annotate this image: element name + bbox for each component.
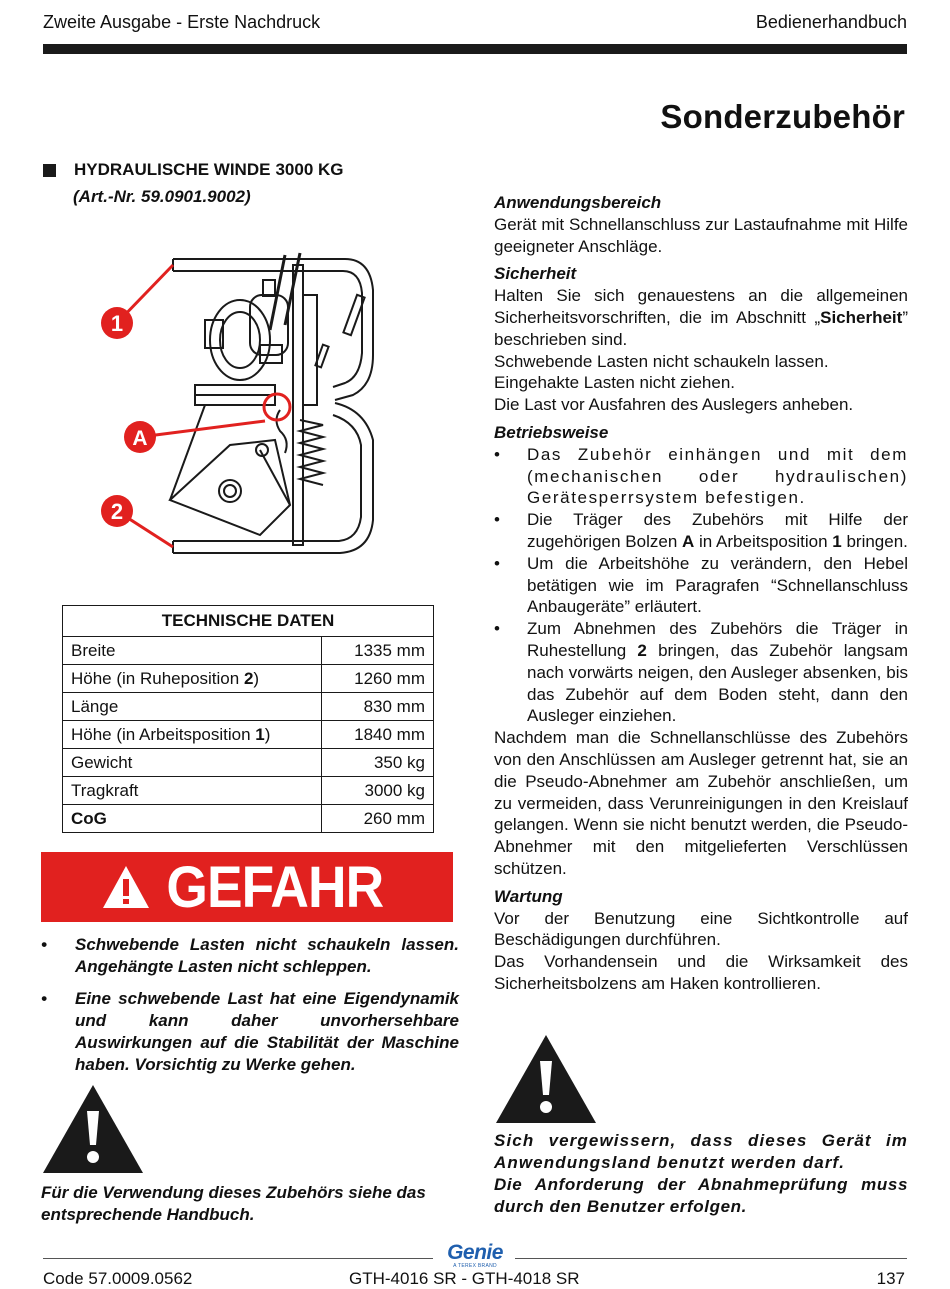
heading-maintenance: Wartung [494, 886, 563, 906]
spec-label-bold: 2 [243, 668, 254, 688]
table-row [63, 693, 434, 721]
callout-a-label: A [132, 427, 148, 450]
right-column [494, 192, 908, 995]
footer-page-number: 137 [876, 1269, 905, 1288]
spec-label [63, 637, 322, 665]
list-item [41, 988, 459, 1076]
list-item [41, 934, 459, 978]
safety-text: Halten Sie sich genauestens an die allgemeinen Sicherheitsvorschriften, die im Abschnitt „ [494, 286, 908, 327]
logo-text: Genie [447, 1241, 503, 1264]
list-item [494, 509, 908, 553]
spec-label [63, 777, 322, 805]
spec-label-pre: Höhe (in Arbeitsposition [71, 724, 256, 744]
spec-label [63, 665, 322, 693]
step-4-text-end: bringen, das Zubehör langsam nach vorwärts neigen, den Ausleger absenken, bis das Zubehör auf dem Boden steht, dann den Ausleger einziehen. [527, 640, 909, 726]
list-item [494, 618, 908, 727]
paragraph-maintenance-1: Vor der Benutzung eine Sichtkontrolle auf Beschädigungen durchführen. [494, 908, 908, 950]
section-title-text: HYDRAULISCHE WINDE [74, 160, 271, 179]
header-rule [43, 44, 907, 54]
safety-bold: Sicherheit [820, 307, 903, 327]
step-4-bold: 2 [637, 640, 647, 660]
step-4-text: Zum Abnehmen des Zubehörs die Träger in Ruhestellung [527, 619, 908, 660]
bullet: • [494, 510, 500, 530]
heading-safety: Sicherheit [494, 264, 577, 284]
note-right-2: Die Anforderung der Abnahmeprüfung muss durch den Benutzer erfolgen. [494, 1175, 908, 1216]
header-edition: Zweite Ausgabe - Erste Nachdruck [43, 12, 321, 32]
square-bullet-icon [43, 164, 56, 177]
warning-triangle-icon [494, 1033, 598, 1125]
paragraph-safety-2: Schwebende Lasten nicht schaukeln lassen. [494, 351, 829, 371]
warning-triangle-icon [101, 864, 151, 910]
spec-value: 260 mm [322, 805, 434, 833]
winch-figure [95, 235, 395, 565]
frame-outline [170, 253, 373, 553]
list-item [494, 553, 908, 618]
footer-models: GTH-4016 SR - GTH-4018 SR [349, 1269, 580, 1288]
paragraph-maintenance-2: Das Vorhandensein und die Wirksamkeit des Sicherheitsbolzens am Haken kontrollieren. [494, 952, 908, 993]
spec-label-pre: Höhe (in Ruheposition [71, 668, 244, 688]
section-title [43, 160, 344, 180]
spec-value: 830 mm [322, 693, 434, 721]
step-2-text-end: bringen. [841, 531, 908, 551]
note-left: Für die Verwendung dieses Zubehörs siehe das entsprechende Handbuch. [41, 1183, 426, 1224]
table-row [63, 805, 434, 833]
spec-value: 1260 mm [322, 665, 434, 693]
bullet: • [494, 553, 500, 573]
spec-label [63, 805, 322, 833]
footer-rule-left [43, 1258, 433, 1259]
spec-value: 3000 kg [322, 777, 434, 805]
step-2-text: Die Träger des Zubehörs mit Hilfe der zugehörigen Bolzen [527, 510, 908, 551]
paragraph-usage: Gerät mit Schnellanschluss zur Lastaufnahme mit Hilfe geeigneter Anschläge. [494, 214, 908, 256]
step-2-bold-a: A [682, 531, 695, 551]
spec-label-pre: Gewicht [71, 752, 133, 772]
bullet: • [41, 935, 47, 954]
spec-label-pre: Breite [71, 640, 116, 660]
technical-data-table [62, 605, 434, 833]
table-row [63, 749, 434, 777]
paragraph-after: Nachdem man die Schnellanschlüsse des Zubehörs von den Anschlüssen am Ausleger getrennt hat, sie an die Pseudo-Abnehmer am Zubehör anschließen, um zu vermeiden, dass Verunreinigungen in den Kreislauf gelangen. Wenn sie nicht benutzt werden, die Pseudo-Abnehmer mit den mitgelieferten Verschlüssen schützen. [494, 728, 908, 878]
bullet: • [494, 619, 500, 639]
bullet: • [41, 989, 47, 1008]
operation-step-1: Das Zubehör einhängen und mit dem (mechanischen oder hydraulischen) Gerätesperrsystem befestigen. [527, 444, 908, 508]
table-row [63, 721, 434, 749]
spec-label [63, 749, 322, 777]
list-item [494, 444, 908, 509]
callout-1-label: 1 [110, 311, 124, 336]
bullet: • [494, 444, 500, 464]
danger-item-text: Eine schwebende Last hat eine Eigendynamik und kann daher unvorhersehbare Auswirkungen auf die Stabilität der Maschine haben. Vorsichtig zu Werke gehen. [75, 989, 459, 1074]
spec-label-post: ) [264, 724, 271, 744]
spec-label-bold: 1 [255, 724, 265, 744]
logo-subtext: A TEREX BRAND [453, 1263, 497, 1269]
leader-line-a [140, 421, 265, 437]
operation-list [494, 444, 908, 727]
spec-label [63, 693, 322, 721]
table-row [63, 665, 434, 693]
table-row [63, 777, 434, 805]
danger-label: GEFAHR [166, 854, 384, 920]
step-2-text-mid: in Arbeitsposition [694, 531, 833, 551]
table-heading: TECHNISCHE DATEN [63, 606, 434, 637]
danger-list [41, 934, 459, 1086]
heading-usage: Anwendungsbereich [494, 193, 662, 212]
spec-label [63, 721, 322, 749]
paragraph-safety-3: Eingehakte Lasten nicht ziehen. [494, 373, 736, 393]
table-row [63, 637, 434, 665]
genie-logo [440, 1243, 510, 1269]
spec-label-pre: Länge [71, 696, 119, 716]
spec-label-post: ) [253, 668, 260, 688]
spec-label-pre: Tragkraft [71, 780, 139, 800]
note-right-1: Sich vergewissern, dass dieses Gerät im Anwendungsland benutzt werden darf. [494, 1131, 908, 1172]
callout-2-label: 2 [110, 499, 124, 524]
operation-step-4 [527, 618, 908, 727]
footer-rule-right [515, 1258, 907, 1259]
warning-triangle-icon [41, 1083, 145, 1175]
paragraph-safety-4: Die Last vor Ausfahren des Auslegers anheben. [494, 395, 854, 415]
header-manual: Bedienerhandbuch [755, 12, 907, 32]
operation-step-3: Um die Arbeitshöhe zu verändern, den Hebel betätigen wie im Paragrafen “Schnellanschluss Anbaugeräte” erläutert. [527, 553, 908, 617]
heading-operation: Betriebsweise [494, 422, 609, 442]
section-capacity: 3000 KG [275, 160, 344, 179]
step-2-bold-1: 1 [832, 531, 842, 551]
spec-value: 1335 mm [322, 637, 434, 665]
spec-value: 1840 mm [322, 721, 434, 749]
article-number: (Art.-Nr. 59.0901.9002) [73, 187, 251, 206]
paragraph-safety [494, 285, 908, 350]
note-right [494, 1130, 908, 1218]
danger-item-text: Schwebende Lasten nicht schaukeln lassen. Angehängte Lasten nicht schleppen. [75, 935, 459, 976]
footer-code: Code 57.0009.0562 [43, 1269, 193, 1288]
danger-banner [41, 852, 453, 922]
spec-label-bold: CoG [71, 808, 107, 828]
safety-text-end: ” beschrieben sind. [494, 307, 908, 349]
spec-value: 350 kg [322, 749, 434, 777]
operation-step-2 [527, 509, 908, 553]
page-title: Sonderzubehör [660, 98, 905, 135]
